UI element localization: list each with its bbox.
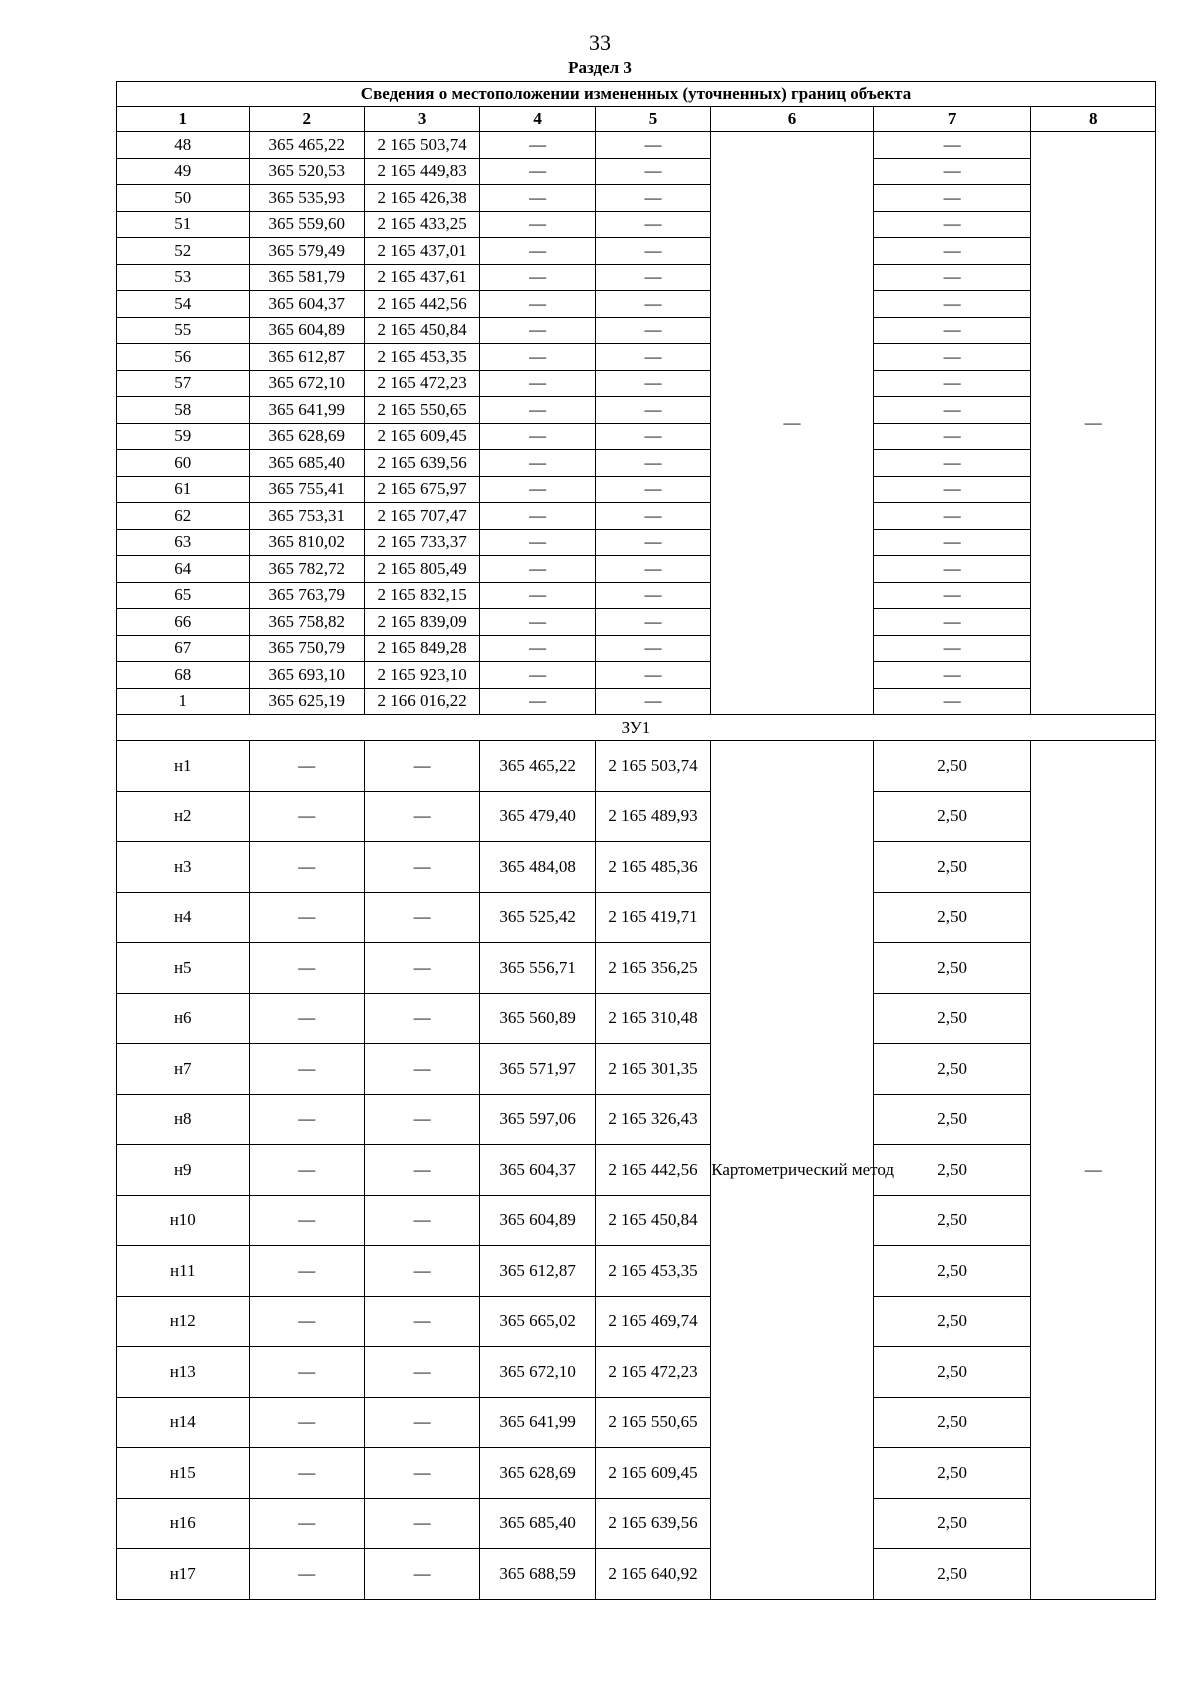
accuracy-cell: — bbox=[873, 317, 1031, 344]
y-new-cell: — bbox=[595, 450, 710, 477]
point-cell: 64 bbox=[117, 556, 250, 583]
column-number-header: 4 bbox=[480, 107, 595, 132]
accuracy-cell: — bbox=[873, 609, 1031, 636]
y-existing-cell: — bbox=[364, 791, 479, 842]
x-new-cell: — bbox=[480, 238, 595, 265]
y-existing-cell: 2 165 433,25 bbox=[364, 211, 479, 238]
x-new-cell: — bbox=[480, 556, 595, 583]
x-existing-cell: 365 763,79 bbox=[249, 582, 364, 609]
point-cell: н3 bbox=[117, 842, 250, 893]
point-cell: 62 bbox=[117, 503, 250, 530]
x-existing-cell: 365 782,72 bbox=[249, 556, 364, 583]
x-existing-cell: — bbox=[249, 1246, 364, 1297]
y-new-cell: 2 165 419,71 bbox=[595, 892, 710, 943]
x-existing-cell: 365 672,10 bbox=[249, 370, 364, 397]
x-existing-cell: 365 810,02 bbox=[249, 529, 364, 556]
y-new-cell: — bbox=[595, 264, 710, 291]
x-new-cell: 365 672,10 bbox=[480, 1347, 595, 1398]
column-number-header: 5 bbox=[595, 107, 710, 132]
x-existing-cell: 365 604,37 bbox=[249, 291, 364, 318]
x-new-cell: — bbox=[480, 158, 595, 185]
x-existing-cell: — bbox=[249, 892, 364, 943]
x-new-cell: — bbox=[480, 688, 595, 715]
x-existing-cell: — bbox=[249, 943, 364, 994]
point-cell: 1 bbox=[117, 688, 250, 715]
accuracy-cell: 2,50 bbox=[873, 1296, 1031, 1347]
table-row bbox=[117, 132, 1156, 159]
point-cell: 58 bbox=[117, 397, 250, 424]
point-cell: 52 bbox=[117, 238, 250, 265]
point-cell: 60 bbox=[117, 450, 250, 477]
x-existing-cell: — bbox=[249, 1195, 364, 1246]
accuracy-cell: — bbox=[873, 344, 1031, 371]
x-existing-cell: 365 465,22 bbox=[249, 132, 364, 159]
table-row bbox=[117, 397, 1156, 424]
accuracy-cell: — bbox=[873, 397, 1031, 424]
x-new-cell: — bbox=[480, 132, 595, 159]
y-new-cell: — bbox=[595, 556, 710, 583]
point-cell: 56 bbox=[117, 344, 250, 371]
y-existing-cell: — bbox=[364, 1195, 479, 1246]
column-number-header: 1 bbox=[117, 107, 250, 132]
x-new-cell: — bbox=[480, 397, 595, 424]
description-cell: — bbox=[1031, 741, 1156, 1600]
point-cell: 65 bbox=[117, 582, 250, 609]
table-row bbox=[117, 1448, 1156, 1499]
method-cell: Картометрический метод bbox=[711, 741, 874, 1600]
column-number-header: 6 bbox=[711, 107, 874, 132]
accuracy-cell: — bbox=[873, 476, 1031, 503]
x-existing-cell: 365 579,49 bbox=[249, 238, 364, 265]
y-existing-cell: 2 165 449,83 bbox=[364, 158, 479, 185]
point-cell: 57 bbox=[117, 370, 250, 397]
x-existing-cell: 365 625,19 bbox=[249, 688, 364, 715]
x-new-cell: — bbox=[480, 476, 595, 503]
point-cell: н4 bbox=[117, 892, 250, 943]
y-existing-cell: 2 165 503,74 bbox=[364, 132, 479, 159]
y-new-cell: 2 165 326,43 bbox=[595, 1094, 710, 1145]
accuracy-cell: 2,50 bbox=[873, 1094, 1031, 1145]
y-new-cell: 2 165 442,56 bbox=[595, 1145, 710, 1196]
y-existing-cell: 2 165 733,37 bbox=[364, 529, 479, 556]
y-new-cell: — bbox=[595, 291, 710, 318]
point-cell: 59 bbox=[117, 423, 250, 450]
y-existing-cell: — bbox=[364, 892, 479, 943]
y-existing-cell: 2 165 550,65 bbox=[364, 397, 479, 424]
table-row bbox=[117, 1094, 1156, 1145]
y-existing-cell: — bbox=[364, 993, 479, 1044]
y-existing-cell: 2 165 450,84 bbox=[364, 317, 479, 344]
x-new-cell: 365 688,59 bbox=[480, 1549, 595, 1600]
description-cell: — bbox=[1031, 132, 1156, 715]
y-existing-cell: — bbox=[364, 943, 479, 994]
y-existing-cell: 2 165 453,35 bbox=[364, 344, 479, 371]
y-existing-cell: 2 165 437,61 bbox=[364, 264, 479, 291]
point-cell: н13 bbox=[117, 1347, 250, 1398]
y-existing-cell: 2 165 849,28 bbox=[364, 635, 479, 662]
x-existing-cell: — bbox=[249, 1397, 364, 1448]
table-row bbox=[117, 791, 1156, 842]
accuracy-cell: — bbox=[873, 238, 1031, 265]
table-row bbox=[117, 450, 1156, 477]
x-new-cell: — bbox=[480, 264, 595, 291]
table-row bbox=[117, 1246, 1156, 1297]
accuracy-cell: — bbox=[873, 185, 1031, 212]
table-row bbox=[117, 688, 1156, 715]
x-existing-cell: 365 559,60 bbox=[249, 211, 364, 238]
x-existing-cell: 365 758,82 bbox=[249, 609, 364, 636]
table-row bbox=[117, 892, 1156, 943]
x-new-cell: — bbox=[480, 344, 595, 371]
accuracy-cell: 2,50 bbox=[873, 943, 1031, 994]
y-new-cell: — bbox=[595, 370, 710, 397]
x-new-cell: 365 556,71 bbox=[480, 943, 595, 994]
x-new-cell: 365 525,42 bbox=[480, 892, 595, 943]
point-cell: н5 bbox=[117, 943, 250, 994]
table-row bbox=[117, 344, 1156, 371]
point-cell: 50 bbox=[117, 185, 250, 212]
accuracy-cell: — bbox=[873, 503, 1031, 530]
table-row bbox=[117, 529, 1156, 556]
x-new-cell: 365 465,22 bbox=[480, 741, 595, 792]
table-row bbox=[117, 741, 1156, 792]
accuracy-cell: — bbox=[873, 132, 1031, 159]
y-existing-cell: 2 165 707,47 bbox=[364, 503, 479, 530]
table-row bbox=[117, 1145, 1156, 1196]
x-existing-cell: — bbox=[249, 993, 364, 1044]
x-existing-cell: — bbox=[249, 1448, 364, 1499]
y-existing-cell: — bbox=[364, 1145, 479, 1196]
x-existing-cell: 365 693,10 bbox=[249, 662, 364, 689]
x-existing-cell: — bbox=[249, 1498, 364, 1549]
x-new-cell: 365 685,40 bbox=[480, 1498, 595, 1549]
x-new-cell: 365 560,89 bbox=[480, 993, 595, 1044]
y-existing-cell: — bbox=[364, 842, 479, 893]
table-row bbox=[117, 423, 1156, 450]
table-row bbox=[117, 582, 1156, 609]
y-new-cell: — bbox=[595, 609, 710, 636]
x-existing-cell: 365 628,69 bbox=[249, 423, 364, 450]
table-row bbox=[117, 609, 1156, 636]
x-existing-cell: — bbox=[249, 741, 364, 792]
x-new-cell: 365 641,99 bbox=[480, 1397, 595, 1448]
y-new-cell: 2 165 472,23 bbox=[595, 1347, 710, 1398]
x-existing-cell: 365 641,99 bbox=[249, 397, 364, 424]
column-number-header: 7 bbox=[873, 107, 1031, 132]
x-new-cell: — bbox=[480, 582, 595, 609]
y-existing-cell: — bbox=[364, 1448, 479, 1499]
y-new-cell: — bbox=[595, 635, 710, 662]
accuracy-cell: — bbox=[873, 582, 1031, 609]
x-new-cell: 365 628,69 bbox=[480, 1448, 595, 1499]
y-existing-cell: — bbox=[364, 1044, 479, 1095]
table-row bbox=[117, 238, 1156, 265]
x-new-cell: 365 597,06 bbox=[480, 1094, 595, 1145]
y-existing-cell: 2 165 472,23 bbox=[364, 370, 479, 397]
point-cell: н16 bbox=[117, 1498, 250, 1549]
table-row bbox=[117, 1347, 1156, 1398]
x-existing-cell: 365 581,79 bbox=[249, 264, 364, 291]
x-existing-cell: — bbox=[249, 1094, 364, 1145]
point-cell: н12 bbox=[117, 1296, 250, 1347]
y-new-cell: — bbox=[595, 662, 710, 689]
column-number-header: 2 bbox=[249, 107, 364, 132]
table-row bbox=[117, 1296, 1156, 1347]
y-existing-cell: 2 165 832,15 bbox=[364, 582, 479, 609]
y-existing-cell: — bbox=[364, 1549, 479, 1600]
method-cell: — bbox=[711, 132, 874, 715]
accuracy-cell: — bbox=[873, 662, 1031, 689]
accuracy-cell: 2,50 bbox=[873, 1347, 1031, 1398]
point-cell: 66 bbox=[117, 609, 250, 636]
y-new-cell: 2 165 310,48 bbox=[595, 993, 710, 1044]
point-cell: н7 bbox=[117, 1044, 250, 1095]
table-row bbox=[117, 943, 1156, 994]
y-existing-cell: 2 165 675,97 bbox=[364, 476, 479, 503]
y-existing-cell: 2 165 437,01 bbox=[364, 238, 479, 265]
x-new-cell: — bbox=[480, 291, 595, 318]
y-new-cell: — bbox=[595, 397, 710, 424]
y-existing-cell: — bbox=[364, 1296, 479, 1347]
x-new-cell: 365 571,97 bbox=[480, 1044, 595, 1095]
point-cell: н10 bbox=[117, 1195, 250, 1246]
y-existing-cell: — bbox=[364, 741, 479, 792]
page-number: 33 bbox=[589, 30, 611, 55]
group-row bbox=[117, 715, 1156, 741]
accuracy-cell: — bbox=[873, 423, 1031, 450]
point-cell: 49 bbox=[117, 158, 250, 185]
y-new-cell: — bbox=[595, 344, 710, 371]
y-new-cell: 2 165 450,84 bbox=[595, 1195, 710, 1246]
point-cell: н6 bbox=[117, 993, 250, 1044]
y-new-cell: 2 165 469,74 bbox=[595, 1296, 710, 1347]
point-cell: 68 bbox=[117, 662, 250, 689]
y-new-cell: — bbox=[595, 317, 710, 344]
accuracy-cell: — bbox=[873, 688, 1031, 715]
y-existing-cell: — bbox=[364, 1246, 479, 1297]
y-existing-cell: 2 165 839,09 bbox=[364, 609, 479, 636]
y-existing-cell: 2 165 923,10 bbox=[364, 662, 479, 689]
y-existing-cell: — bbox=[364, 1498, 479, 1549]
x-new-cell: — bbox=[480, 423, 595, 450]
x-existing-cell: 365 612,87 bbox=[249, 344, 364, 371]
y-existing-cell: — bbox=[364, 1397, 479, 1448]
x-new-cell: 365 665,02 bbox=[480, 1296, 595, 1347]
accuracy-cell: 2,50 bbox=[873, 1448, 1031, 1499]
y-existing-cell: 2 165 609,45 bbox=[364, 423, 479, 450]
table-row bbox=[117, 503, 1156, 530]
accuracy-cell: 2,50 bbox=[873, 1145, 1031, 1196]
point-cell: н17 bbox=[117, 1549, 250, 1600]
point-cell: 51 bbox=[117, 211, 250, 238]
x-new-cell: — bbox=[480, 317, 595, 344]
point-cell: н14 bbox=[117, 1397, 250, 1448]
y-existing-cell: 2 165 639,56 bbox=[364, 450, 479, 477]
y-new-cell: — bbox=[595, 423, 710, 450]
y-new-cell: 2 165 453,35 bbox=[595, 1246, 710, 1297]
accuracy-cell: — bbox=[873, 450, 1031, 477]
accuracy-cell: 2,50 bbox=[873, 993, 1031, 1044]
accuracy-cell: — bbox=[873, 529, 1031, 556]
x-new-cell: — bbox=[480, 662, 595, 689]
y-new-cell: — bbox=[595, 238, 710, 265]
x-new-cell: 365 604,37 bbox=[480, 1145, 595, 1196]
section-title: Раздел 3 bbox=[568, 58, 632, 77]
point-cell: н8 bbox=[117, 1094, 250, 1145]
x-new-cell: 365 612,87 bbox=[480, 1246, 595, 1297]
y-new-cell: 2 165 485,36 bbox=[595, 842, 710, 893]
accuracy-cell: 2,50 bbox=[873, 741, 1031, 792]
y-existing-cell: 2 165 426,38 bbox=[364, 185, 479, 212]
x-existing-cell: — bbox=[249, 1296, 364, 1347]
table-row bbox=[117, 1549, 1156, 1600]
table-row bbox=[117, 185, 1156, 212]
y-new-cell: — bbox=[595, 132, 710, 159]
y-existing-cell: 2 165 805,49 bbox=[364, 556, 479, 583]
table-row bbox=[117, 1044, 1156, 1095]
y-new-cell: 2 165 503,74 bbox=[595, 741, 710, 792]
y-new-cell: 2 165 489,93 bbox=[595, 791, 710, 842]
accuracy-cell: 2,50 bbox=[873, 1195, 1031, 1246]
accuracy-cell: 2,50 bbox=[873, 1549, 1031, 1600]
point-cell: 67 bbox=[117, 635, 250, 662]
x-existing-cell: — bbox=[249, 1549, 364, 1600]
table-row bbox=[117, 158, 1156, 185]
x-new-cell: — bbox=[480, 450, 595, 477]
accuracy-cell: 2,50 bbox=[873, 892, 1031, 943]
accuracy-cell: — bbox=[873, 556, 1031, 583]
x-existing-cell: 365 535,93 bbox=[249, 185, 364, 212]
y-new-cell: — bbox=[595, 529, 710, 556]
table-row bbox=[117, 635, 1156, 662]
accuracy-cell: 2,50 bbox=[873, 1397, 1031, 1448]
y-new-cell: — bbox=[595, 211, 710, 238]
x-new-cell: — bbox=[480, 529, 595, 556]
y-new-cell: — bbox=[595, 582, 710, 609]
y-existing-cell: — bbox=[364, 1094, 479, 1145]
table-row bbox=[117, 211, 1156, 238]
x-new-cell: — bbox=[480, 609, 595, 636]
y-new-cell: 2 165 550,65 bbox=[595, 1397, 710, 1448]
table-row bbox=[117, 556, 1156, 583]
y-new-cell: 2 165 639,56 bbox=[595, 1498, 710, 1549]
table-row bbox=[117, 476, 1156, 503]
table-row bbox=[117, 1397, 1156, 1448]
table-title: Сведения о местоположении измененных (уточненных) границ объекта bbox=[117, 82, 1156, 107]
x-new-cell: — bbox=[480, 503, 595, 530]
accuracy-cell: — bbox=[873, 635, 1031, 662]
x-existing-cell: — bbox=[249, 1044, 364, 1095]
accuracy-cell: — bbox=[873, 370, 1031, 397]
column-number-header: 8 bbox=[1031, 107, 1156, 132]
x-new-cell: — bbox=[480, 370, 595, 397]
point-cell: 54 bbox=[117, 291, 250, 318]
x-existing-cell: — bbox=[249, 1347, 364, 1398]
group-label: ЗУ1 bbox=[117, 715, 1156, 741]
accuracy-cell: — bbox=[873, 158, 1031, 185]
point-cell: 63 bbox=[117, 529, 250, 556]
accuracy-cell: 2,50 bbox=[873, 1044, 1031, 1095]
y-new-cell: — bbox=[595, 476, 710, 503]
y-existing-cell: — bbox=[364, 1347, 479, 1398]
x-existing-cell: — bbox=[249, 791, 364, 842]
y-new-cell: — bbox=[595, 185, 710, 212]
y-new-cell: — bbox=[595, 158, 710, 185]
y-new-cell: 2 165 356,25 bbox=[595, 943, 710, 994]
table-row bbox=[117, 370, 1156, 397]
y-new-cell: — bbox=[595, 503, 710, 530]
point-cell: 53 bbox=[117, 264, 250, 291]
table-row bbox=[117, 662, 1156, 689]
point-cell: н11 bbox=[117, 1246, 250, 1297]
accuracy-cell: — bbox=[873, 211, 1031, 238]
point-cell: 48 bbox=[117, 132, 250, 159]
table-row bbox=[117, 842, 1156, 893]
point-cell: н2 bbox=[117, 791, 250, 842]
boundary-coordinates-table bbox=[116, 81, 1156, 1600]
x-new-cell: 365 479,40 bbox=[480, 791, 595, 842]
x-new-cell: 365 484,08 bbox=[480, 842, 595, 893]
y-new-cell: 2 165 640,92 bbox=[595, 1549, 710, 1600]
x-existing-cell: — bbox=[249, 1145, 364, 1196]
x-new-cell: 365 604,89 bbox=[480, 1195, 595, 1246]
accuracy-cell: 2,50 bbox=[873, 791, 1031, 842]
y-existing-cell: 2 166 016,22 bbox=[364, 688, 479, 715]
point-cell: н15 bbox=[117, 1448, 250, 1499]
table-row bbox=[117, 1195, 1156, 1246]
x-existing-cell: 365 520,53 bbox=[249, 158, 364, 185]
column-number-header: 3 bbox=[364, 107, 479, 132]
x-new-cell: — bbox=[480, 635, 595, 662]
x-existing-cell: 365 685,40 bbox=[249, 450, 364, 477]
table-row bbox=[117, 264, 1156, 291]
accuracy-cell: 2,50 bbox=[873, 842, 1031, 893]
x-existing-cell: 365 604,89 bbox=[249, 317, 364, 344]
x-existing-cell: 365 755,41 bbox=[249, 476, 364, 503]
x-existing-cell: — bbox=[249, 842, 364, 893]
accuracy-cell: 2,50 bbox=[873, 1498, 1031, 1549]
x-new-cell: — bbox=[480, 211, 595, 238]
x-existing-cell: 365 753,31 bbox=[249, 503, 364, 530]
point-cell: н1 bbox=[117, 741, 250, 792]
table-row bbox=[117, 993, 1156, 1044]
table-row bbox=[117, 317, 1156, 344]
y-new-cell: 2 165 301,35 bbox=[595, 1044, 710, 1095]
x-existing-cell: 365 750,79 bbox=[249, 635, 364, 662]
point-cell: н9 bbox=[117, 1145, 250, 1196]
point-cell: 55 bbox=[117, 317, 250, 344]
point-cell: 61 bbox=[117, 476, 250, 503]
accuracy-cell: — bbox=[873, 291, 1031, 318]
x-new-cell: — bbox=[480, 185, 595, 212]
table-row bbox=[117, 291, 1156, 318]
y-existing-cell: 2 165 442,56 bbox=[364, 291, 479, 318]
y-new-cell: — bbox=[595, 688, 710, 715]
table-row bbox=[117, 1498, 1156, 1549]
accuracy-cell: — bbox=[873, 264, 1031, 291]
y-new-cell: 2 165 609,45 bbox=[595, 1448, 710, 1499]
accuracy-cell: 2,50 bbox=[873, 1246, 1031, 1297]
